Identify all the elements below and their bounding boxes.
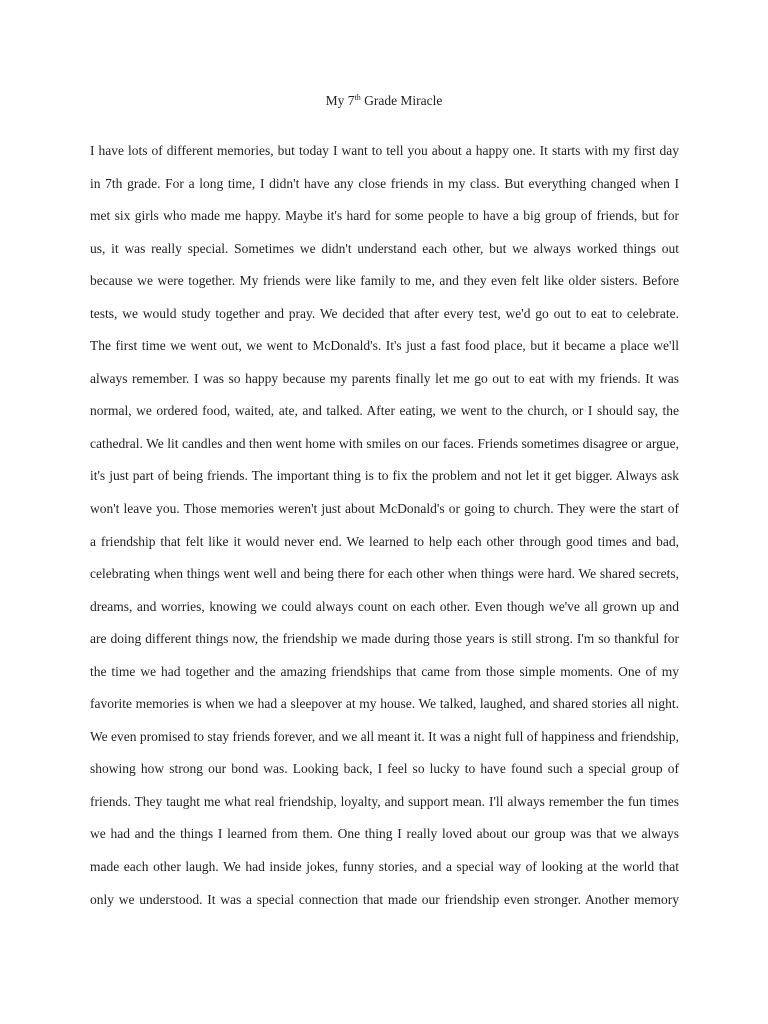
paragraph-line: normal, we ordered food, waited, ate, and talked. After eating, we went to the church, or I should say, the xyxy=(90,403,679,419)
title-superscript: th xyxy=(354,93,361,102)
paragraph-line: I have lots of different memories, but today I want to tell you about a happy one. It starts with my first day xyxy=(90,143,679,158)
paragraph-line: made each other laugh. We had inside jokes, funny stories, and a special way of looking at the world that xyxy=(90,859,679,875)
paragraph-line: it's just part of being friends. The important thing is to fix the problem and not let it get bigger. Always ask xyxy=(90,468,679,484)
paragraph-line: dreams, and worries, knowing we could always count on each other. Even though we've all grown up and xyxy=(90,598,679,614)
paragraph-line: a friendship that felt like it would never end. We learned to help each other through good times and bad, xyxy=(90,533,679,549)
paragraph-line: because we were together. My friends were like family to me, and they even felt like older sisters. Before xyxy=(90,273,679,289)
paragraph-line: in 7th grade. For a long time, I didn't have any close friends in my class. But everything changed when I xyxy=(90,175,679,191)
paragraph-line: showing how strong our bond was. Looking back, I feel so lucky to have found such a special group of xyxy=(90,761,679,777)
paragraph-line: met six girls who made me happy. Maybe it's hard for some people to have a big group of friends, but for xyxy=(90,208,679,224)
paragraph-line: won't leave you. Those memories weren't just about McDonald's or going to church. They were the start of xyxy=(90,501,679,517)
title-text-after: Grade Miracle xyxy=(360,93,443,108)
title-text-before: My 7 xyxy=(325,93,355,108)
paragraph-line: celebrating when things went well and being there for each other when things were hard. We shared secrets, xyxy=(90,566,679,582)
paragraph-line: are doing different things now, the friendship we made during those years is still strong. I'm so thankful for xyxy=(90,631,679,647)
paragraph-line: favorite memories is when we had a sleepover at my house. We talked, laughed, and shared stories all night. xyxy=(90,696,679,712)
paragraph-line: cathedral. We lit candles and then went home with smiles on our faces. Friends sometimes disagree or argue, xyxy=(90,435,679,451)
paragraph-line: only we understood. It was a special connection that made our friendship even stronger. Another memory xyxy=(90,891,679,907)
paragraph-line: we had and the things I learned from them. One thing I really loved about our group was that we always xyxy=(90,826,679,842)
paragraph-line: friends. They taught me what real friendship, loyalty, and support mean. I'll always remember the fun times xyxy=(90,793,679,809)
body-paragraph xyxy=(90,135,679,916)
paragraph-line: the time we had together and the amazing friendships that came from those simple moments. One of my xyxy=(90,663,679,679)
paragraph-line: always remember. I was so happy because my parents finally let me go out to eat with my friends. It was xyxy=(90,370,679,386)
paragraph-line: The first time we went out, we went to McDonald's. It's just a fast food place, but it became a place we'll xyxy=(90,338,679,354)
paragraph-line: us, it was really special. Sometimes we didn't understand each other, but we always worked things out xyxy=(90,240,679,256)
paragraph-line: tests, we would study together and pray. We decided that after every test, we'd go out to eat to celebrate. xyxy=(90,305,679,321)
paragraph-line: We even promised to stay friends forever, and we all meant it. It was a night full of happiness and friendship, xyxy=(90,728,679,744)
document-title xyxy=(0,92,768,110)
